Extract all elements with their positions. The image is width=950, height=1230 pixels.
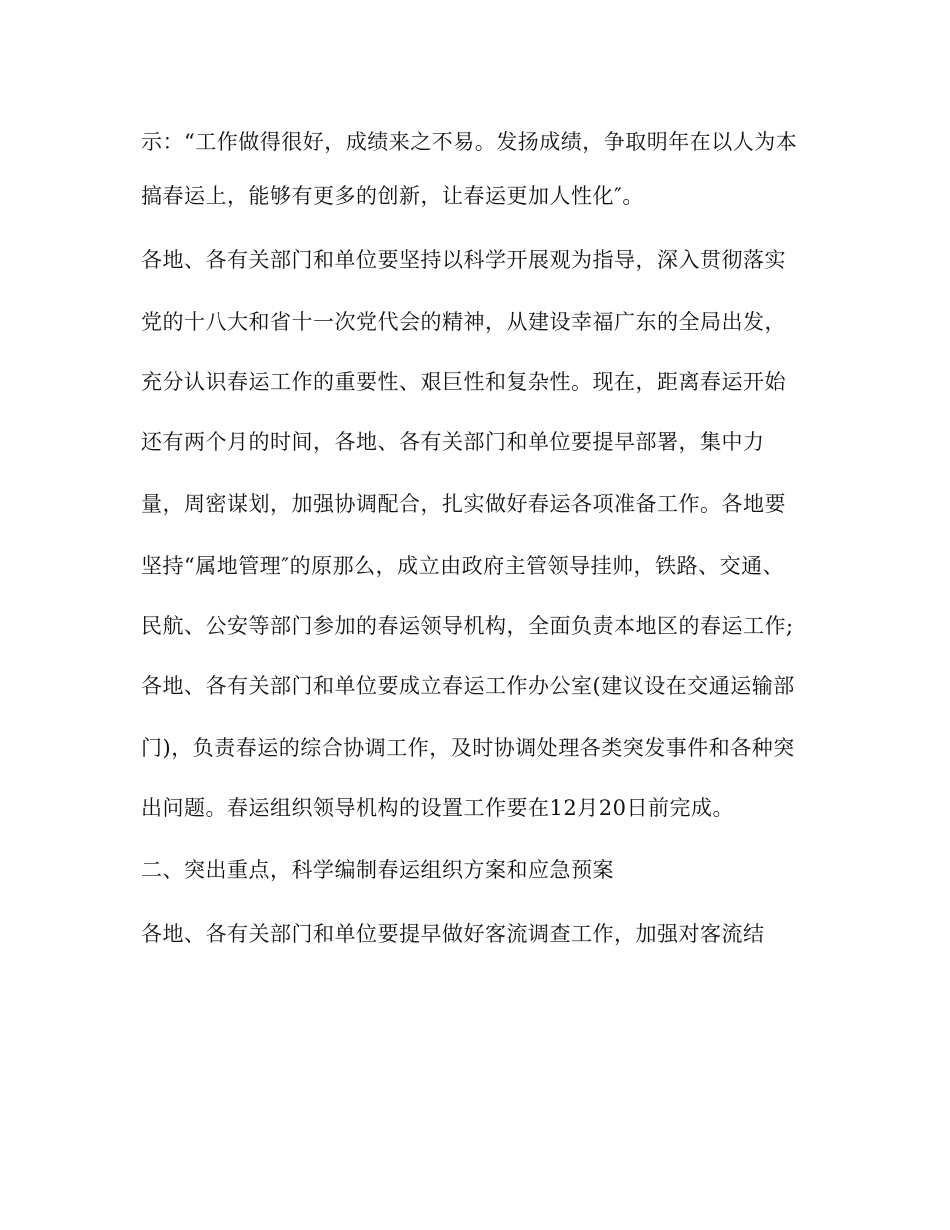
paragraph-line: 搞春运上，能够有更多的创新，让春运更加人性化″。 — [141, 184, 644, 208]
paragraph-line: 坚持“属地管理″的原那么，成立由政府主管领导挂帅，铁路、交通、 — [141, 554, 785, 578]
paragraph-line: 出问题。春运组织领导机构的设置工作要在12月20日前完成。 — [141, 796, 734, 820]
paragraph-line: 党的十八大和省十一次党代会的精神，从建设幸福广东的全局出发， — [141, 310, 786, 334]
paragraph-line: 各地、各有关部门和单位要提早做好客流调查工作，加强对客流结 — [141, 922, 765, 946]
paragraph-line: 充分认识春运工作的重要性、艰巨性和复杂性。现在，距离春运开始 — [141, 370, 786, 394]
paragraph-line: 门)，负责春运的综合协调工作，及时协调处理各类突发事件和各种突 — [141, 736, 795, 760]
paragraph-line: 各地、各有关部门和单位要坚持以科学开展观为指导，深入贯彻落实 — [141, 248, 786, 272]
paragraph-line: 各地、各有关部门和单位要成立春运工作办公室(建议设在交通运输部 — [141, 674, 795, 698]
paragraph-line: 民航、公安等部门参加的春运领导机构，全面负责本地区的春运工作; — [141, 614, 794, 638]
paragraph-line: 示：“工作做得很好，成绩来之不易。发扬成绩，争取明年在以人为本 — [141, 130, 798, 154]
section-heading: 二、突出重点，科学编制春运组织方案和应急预案 — [141, 858, 614, 882]
paragraph-line: 还有两个月的时间，各地、各有关部门和单位要提早部署，集中力 — [141, 430, 765, 454]
paragraph-line: 量，周密谋划，加强协调配合，扎实做好春运各项准备工作。各地要 — [141, 492, 786, 516]
